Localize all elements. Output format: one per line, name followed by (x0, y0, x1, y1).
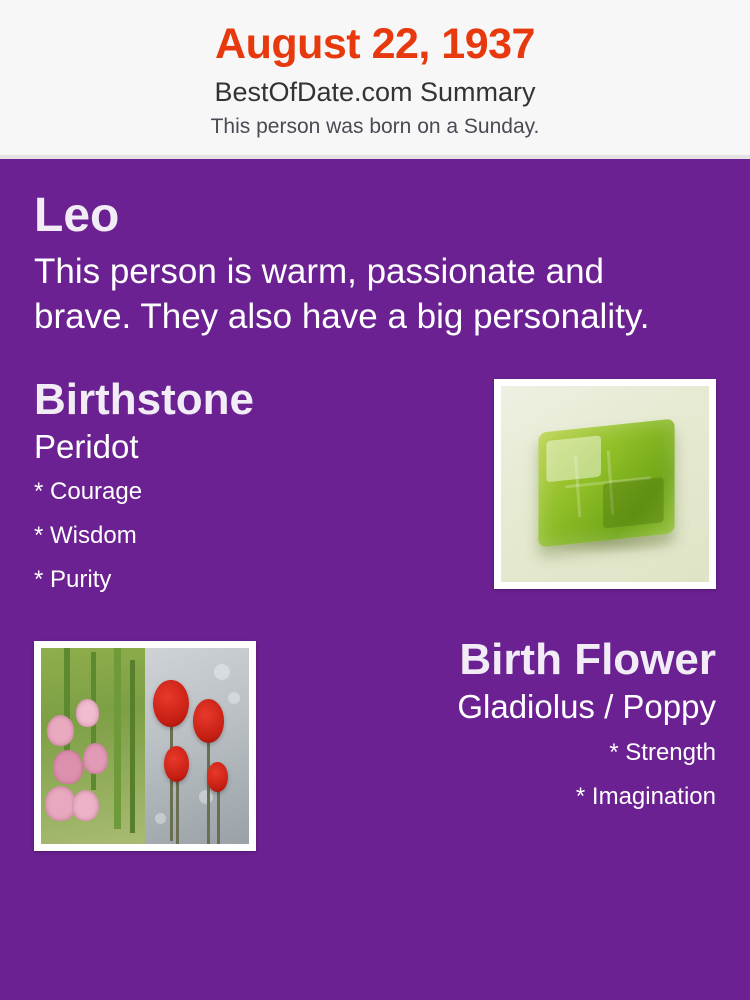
peridot-photo (501, 386, 709, 582)
birth-day-note: This person was born on a Sunday. (210, 115, 540, 139)
birth-flower-title: Birth Flower (459, 635, 716, 685)
stem (114, 648, 121, 828)
poppy-bloom (164, 746, 189, 781)
gladiolus-bloom (72, 790, 99, 821)
bokeh-highlight (155, 813, 166, 824)
bokeh-highlight (214, 664, 230, 680)
zodiac-description: This person is warm, passionate and brave. They also have a big personality. (34, 251, 650, 336)
birth-flower-section (34, 635, 716, 851)
stem (64, 648, 70, 766)
birth-flower-image (34, 641, 256, 851)
gladiolus-bloom (47, 715, 74, 746)
gladiolus-bloom (76, 699, 99, 726)
birthstone-section (34, 373, 716, 609)
poppy-stem (207, 735, 210, 845)
poppy-photo-half (145, 648, 249, 844)
gladiolus-bloom (83, 743, 108, 774)
birthstone-trait: * Courage (34, 478, 143, 506)
content-panel (0, 159, 750, 1000)
birthstone-image (494, 379, 716, 589)
poppy-stem (176, 774, 179, 845)
bokeh-highlight (199, 790, 213, 804)
gladiolus-bloom (53, 750, 82, 783)
gladiolus-poppy-photo (41, 648, 249, 844)
stem (130, 660, 135, 832)
birthstone-text (34, 373, 494, 609)
poppy-bloom (153, 680, 188, 727)
gem-icon (539, 418, 676, 547)
birth-flower-text (256, 635, 716, 825)
birthstone-title: Birthstone (34, 375, 254, 425)
birthstone-name: Peridot (34, 427, 139, 465)
zodiac-sign-name: Leo (34, 189, 120, 243)
poppy-stem (217, 786, 220, 845)
birth-flower-trait: * Imagination (575, 782, 716, 810)
birth-flower-trait: * Strength (609, 738, 716, 766)
poppy-bloom (193, 699, 224, 742)
birthstone-trait: * Purity (34, 566, 112, 594)
page-title: August 22, 1937 (215, 20, 535, 68)
birth-flower-name: Gladiolus / Poppy (457, 687, 716, 725)
header (0, 0, 750, 159)
gem-facet (608, 450, 615, 514)
poppy-bloom (207, 762, 228, 791)
bokeh-highlight (228, 692, 240, 704)
site-summary-label: BestOfDate.com Summary (214, 77, 536, 108)
birthstone-trait: * Wisdom (34, 522, 137, 550)
gladiolus-photo-half (41, 648, 145, 844)
